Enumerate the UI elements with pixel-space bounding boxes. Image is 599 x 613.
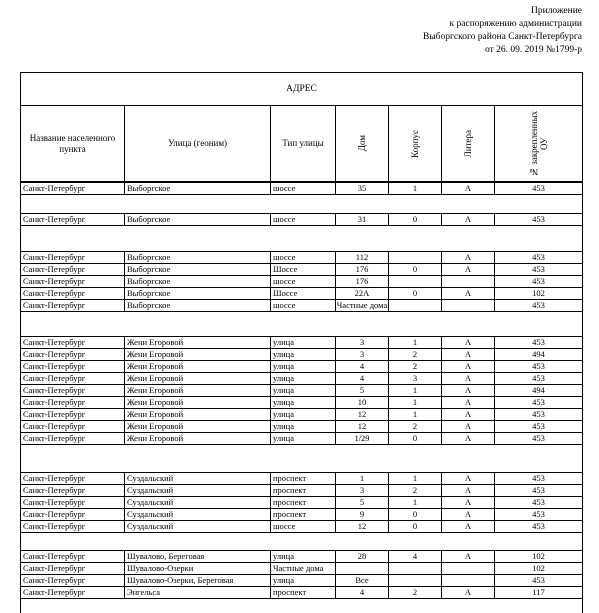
house-cell: 12 (336, 521, 389, 532)
street-cell: Выборгское (125, 214, 271, 225)
settlement-cell: Санкт-Петербург (21, 551, 125, 562)
settlement-cell: Санкт-Петербург (21, 421, 125, 432)
settlement-cell: Санкт-Петербург (21, 509, 125, 520)
settlement-cell: Санкт-Петербург (21, 276, 125, 287)
letter-cell: А (442, 421, 495, 432)
settlement-cell: Санкт-Петербург (21, 409, 125, 420)
street-cell: Суздальский (125, 521, 271, 532)
building-cell (389, 276, 442, 287)
street-type-cell: проспект (271, 497, 336, 508)
street-cell: Жени Егоровой (125, 433, 271, 444)
table-row (21, 550, 582, 563)
house-cell: 176 (336, 276, 389, 287)
table-row (21, 485, 582, 497)
header-line-4: от 26. 09. 2019 №1799-р (484, 45, 582, 55)
building-cell: 0 (389, 521, 442, 532)
school-number-cell: 453 (532, 509, 545, 519)
letter-cell: А (442, 397, 495, 408)
house-cell: 1/29 (336, 433, 389, 444)
letter-cell: А (442, 485, 495, 496)
table-row (21, 182, 582, 195)
street-type-cell: улица (271, 575, 336, 586)
settlement-cell: Санкт-Петербург (21, 337, 125, 348)
street-type-cell: улица (271, 409, 336, 420)
school-number-cell: 453 (532, 276, 545, 286)
building-cell: 0 (389, 433, 442, 444)
table-row (21, 521, 582, 533)
table-row (21, 373, 582, 385)
building-cell (389, 575, 442, 586)
letter-cell: А (442, 373, 495, 384)
building-cell: 1 (389, 183, 442, 194)
building-cell: 0 (389, 288, 442, 299)
settlement-cell: Санкт-Петербург (21, 252, 125, 263)
settlement-cell: Санкт-Петербург (21, 485, 125, 496)
building-cell: 3 (389, 373, 442, 384)
school-number-cell: 453 (532, 421, 545, 431)
street-type-cell: улица (271, 337, 336, 348)
street-cell: Выборгское (125, 252, 271, 263)
settlement-cell: Санкт-Петербург (21, 349, 125, 360)
letter-cell: А (442, 433, 495, 444)
settlement-cell: Санкт-Петербург (21, 264, 125, 275)
table-row (21, 385, 582, 397)
street-cell: Жени Егоровой (125, 409, 271, 420)
house-cell: 9 (336, 509, 389, 520)
street-cell: Шувалово-Озерки, Береговая (125, 575, 271, 586)
header-line-1: Приложение (531, 6, 582, 16)
letter-cell (442, 300, 495, 311)
building-cell: 1 (389, 473, 442, 484)
school-number-cell: 117 (532, 587, 545, 597)
settlement-cell: Санкт-Петербург (21, 397, 125, 408)
house-cell: 3 (336, 485, 389, 496)
house-cell: 3 (336, 337, 389, 348)
table-row (21, 397, 582, 409)
street-cell: Суздальский (125, 509, 271, 520)
letter-cell: А (442, 551, 495, 562)
house-cell (336, 563, 389, 574)
house-cell: 112 (336, 252, 389, 263)
table-row (21, 276, 582, 288)
house-cell: 10 (336, 397, 389, 408)
house-cell: 5 (336, 497, 389, 508)
col-header-building: Корпус (389, 106, 442, 181)
building-cell: 4 (389, 551, 442, 562)
street-type-cell: проспект (271, 473, 336, 484)
letter-cell (442, 276, 495, 287)
school-number-cell: 453 (532, 361, 545, 371)
letter-cell: А (442, 473, 495, 484)
school-number-cell: 102 (532, 288, 545, 298)
table-row (21, 264, 582, 276)
letter-cell: А (442, 337, 495, 348)
table-row (21, 409, 582, 421)
settlement-cell: Санкт-Петербург (21, 587, 125, 598)
building-cell: 1 (389, 385, 442, 396)
building-cell: 1 (389, 337, 442, 348)
col-header-letter: Литера (442, 106, 495, 181)
house-cell: 12 (336, 409, 389, 420)
street-type-cell: Частные дома (271, 563, 336, 574)
school-number-cell: 453 (532, 497, 545, 507)
street-type-cell: проспект (271, 485, 336, 496)
building-cell: 1 (389, 497, 442, 508)
school-number-cell: 453 (532, 433, 545, 443)
house-cell: 176 (336, 264, 389, 275)
street-type-cell: улица (271, 433, 336, 444)
building-cell: 0 (389, 264, 442, 275)
table-row (21, 288, 582, 300)
table-row (21, 421, 582, 433)
letter-cell: А (442, 409, 495, 420)
street-cell: Жени Егоровой (125, 421, 271, 432)
table-row (21, 575, 582, 587)
table-row (21, 251, 582, 264)
letter-cell: А (442, 361, 495, 372)
street-cell: Жени Егоровой (125, 349, 271, 360)
school-number-cell: 102 (532, 551, 545, 561)
table-row (21, 497, 582, 509)
building-cell: 2 (389, 349, 442, 360)
street-type-cell: шоссе (271, 521, 336, 532)
street-type-cell: улица (271, 551, 336, 562)
letter-cell: А (442, 288, 495, 299)
street-type-cell: улица (271, 349, 336, 360)
settlement-cell: Санкт-Петербург (21, 373, 125, 384)
school-number-cell: 494 (532, 385, 545, 395)
street-type-cell: улица (271, 385, 336, 396)
settlement-cell: Санкт-Петербург (21, 385, 125, 396)
house-cell: 4 (336, 373, 389, 384)
house-cell: Все (336, 575, 389, 586)
building-cell: 2 (389, 421, 442, 432)
house-cell: 35 (336, 183, 389, 194)
settlement-cell: Санкт-Петербург (21, 575, 125, 586)
street-type-cell: улица (271, 397, 336, 408)
street-type-cell: шоссе (271, 252, 336, 263)
table-row (21, 336, 582, 349)
letter-cell: А (442, 497, 495, 508)
letter-cell: А (442, 385, 495, 396)
settlement-cell: Санкт-Петербург (21, 288, 125, 299)
street-type-cell: проспект (271, 509, 336, 520)
letter-cell (442, 563, 495, 574)
building-cell: 1 (389, 409, 442, 420)
street-cell: Выборгское (125, 183, 271, 194)
street-cell: Суздальский (125, 485, 271, 496)
house-cell: 3 (336, 349, 389, 360)
table-row (21, 300, 582, 312)
letter-cell: А (442, 509, 495, 520)
street-type-cell: шоссе (271, 276, 336, 287)
school-number-cell: 453 (532, 300, 545, 310)
house-cell: 28 (336, 551, 389, 562)
street-cell: Суздальский (125, 497, 271, 508)
letter-cell (442, 575, 495, 586)
settlement-cell: Санкт-Петербург (21, 563, 125, 574)
table-row (21, 433, 582, 445)
letter-cell: А (442, 349, 495, 360)
col-header-street-type: Тип улицы (271, 106, 336, 181)
street-type-cell: улица (271, 361, 336, 372)
street-cell: Выборгское (125, 264, 271, 275)
table-row (21, 472, 582, 485)
building-cell (389, 252, 442, 263)
letter-cell: А (442, 214, 495, 225)
school-number-cell: 453 (532, 575, 545, 585)
settlement-cell: Санкт-Петербург (21, 361, 125, 372)
table-row (21, 213, 582, 226)
settlement-cell: Санкт-Петербург (21, 214, 125, 225)
street-cell: Жени Егоровой (125, 385, 271, 396)
street-cell: Шувалово, Береговая (125, 551, 271, 562)
street-cell: Выборгское (125, 300, 271, 311)
table-row (21, 349, 582, 361)
school-number-cell: 453 (532, 397, 545, 407)
street-cell: Суздальский (125, 473, 271, 484)
document-header (423, 5, 582, 57)
school-number-cell: 453 (532, 521, 545, 531)
street-cell: Жени Егоровой (125, 373, 271, 384)
school-number-cell: 453 (532, 473, 545, 483)
address-table (20, 72, 583, 613)
building-cell: 0 (389, 509, 442, 520)
letter-cell: А (442, 587, 495, 598)
letter-cell: А (442, 252, 495, 263)
house-cell: 12 (336, 421, 389, 432)
header-line-2: к распоряжению администрации (449, 19, 582, 29)
street-type-cell: Шоссе (271, 288, 336, 299)
letter-cell: А (442, 521, 495, 532)
school-number-cell: 453 (532, 214, 545, 224)
street-type-cell: шоссе (271, 300, 336, 311)
col-header-street: Улица (геоним) (125, 106, 271, 181)
street-cell: Энгельса (125, 587, 271, 598)
street-type-cell: Шоссе (271, 264, 336, 275)
street-cell: Шувалово-Озерки (125, 563, 271, 574)
house-cell: 4 (336, 587, 389, 598)
school-number-cell: 453 (532, 409, 545, 419)
house-cell: Частные дома (336, 300, 388, 310)
street-type-cell: улица (271, 373, 336, 384)
school-number-cell: 102 (532, 563, 545, 573)
school-number-cell: 494 (532, 349, 545, 359)
school-number-cell: 453 (532, 183, 545, 193)
building-cell: 0 (389, 214, 442, 225)
building-cell (389, 563, 442, 574)
table-row (21, 563, 582, 575)
building-cell: 2 (389, 587, 442, 598)
school-number-cell: 453 (532, 264, 545, 274)
settlement-cell: Санкт-Петербург (21, 433, 125, 444)
settlement-cell: Санкт-Петербург (21, 521, 125, 532)
school-number-cell: 453 (532, 373, 545, 383)
col-header-school-number: № закрепленных ОУ (528, 110, 549, 177)
house-cell: 4 (336, 361, 389, 372)
settlement-cell: Санкт-Петербург (21, 473, 125, 484)
col-header-settlement: Название населенного пункта (21, 106, 125, 181)
table-row (21, 587, 582, 599)
building-cell: 2 (389, 361, 442, 372)
building-cell: 2 (389, 485, 442, 496)
building-cell (389, 300, 442, 311)
table-row (21, 509, 582, 521)
group-title: АДРЕС (21, 72, 582, 106)
school-number-cell: 453 (532, 252, 545, 262)
settlement-cell: Санкт-Петербург (21, 300, 125, 311)
street-type-cell: шоссе (271, 183, 336, 194)
house-cell: 22А (336, 288, 389, 299)
header-line-3: Выборгского района Санкт-Петербурга (422, 32, 582, 42)
house-cell: 1 (336, 473, 389, 484)
street-cell: Жени Егоровой (125, 337, 271, 348)
street-cell: Выборгское (125, 276, 271, 287)
school-number-cell: 453 (532, 337, 545, 347)
school-number-cell: 453 (532, 485, 545, 495)
street-cell: Выборгское (125, 288, 271, 299)
column-header-row (21, 106, 582, 182)
street-cell: Жени Егоровой (125, 397, 271, 408)
street-type-cell: проспект (271, 587, 336, 598)
building-cell: 1 (389, 397, 442, 408)
house-cell: 31 (336, 214, 389, 225)
table-row (21, 361, 582, 373)
letter-cell: А (442, 264, 495, 275)
settlement-cell: Санкт-Петербург (21, 497, 125, 508)
street-cell: Жени Егоровой (125, 361, 271, 372)
street-type-cell: шоссе (271, 214, 336, 225)
street-type-cell: улица (271, 421, 336, 432)
letter-cell: А (442, 183, 495, 194)
col-header-house: Дом (336, 106, 389, 181)
house-cell: 5 (336, 385, 389, 396)
settlement-cell: Санкт-Петербург (21, 183, 125, 194)
